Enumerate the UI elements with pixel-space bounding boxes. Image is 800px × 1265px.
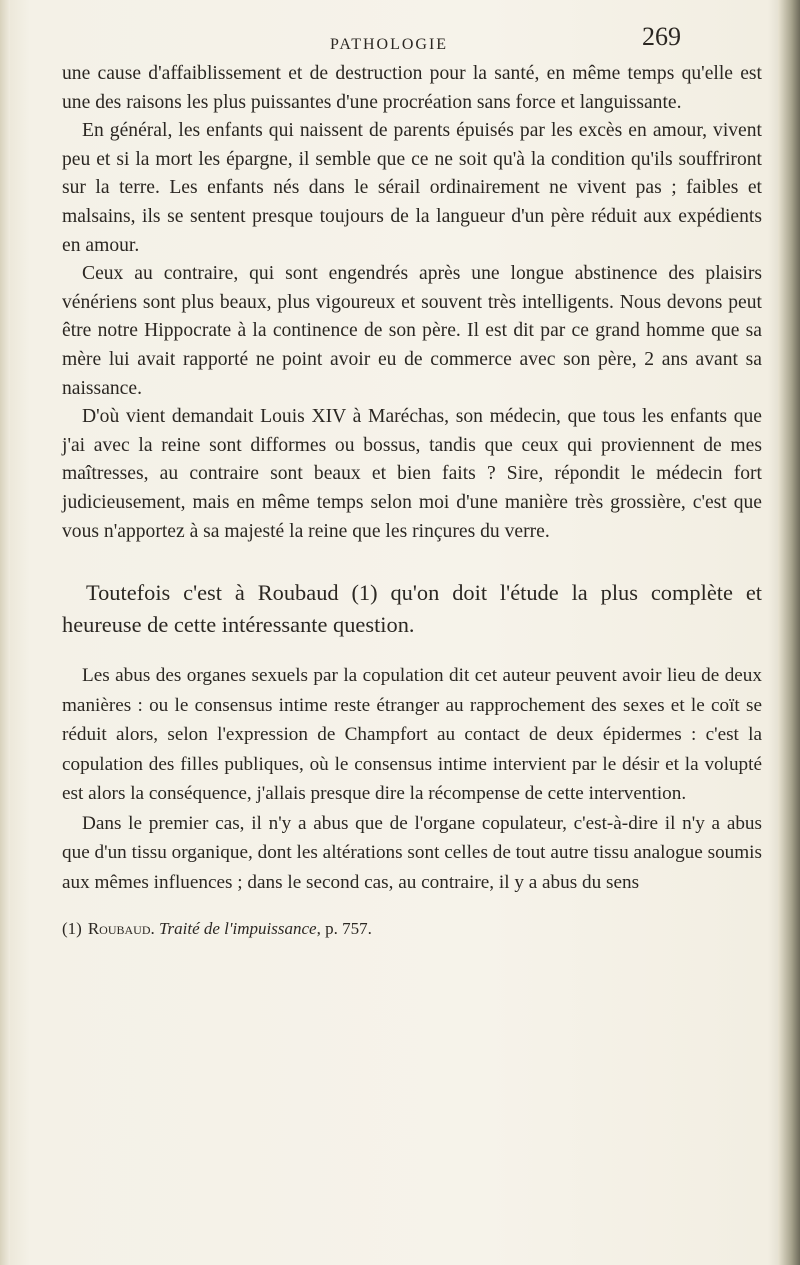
footnote-marker: (1) xyxy=(62,919,82,939)
paragraph: Ceux au contraire, qui sont engendrés après une longue abstinence des plaisirs vénériens sont plus beaux, plus vigoureux et souvent très intelligents. Nous devons peut être notre Hippocrate à la continence de son père. Il est dit par ce grand homme que sa mère lui avait rapporté ne point avoir eu de commerce avec son père, 2 ans avant sa naissance. xyxy=(62,263,762,399)
paragraph: Les abus des organes sexuels par la copulation dit cet auteur peuvent avoir lieu de deux manières : ou le consensus intime reste étranger au rapprochement des sexes et le coït se réduit alors, selon l'expression de Champfort au contact de deux épidermes : c'est la copulation des filles publiques, où le consensus intime intervient par le désir et la volupté est alors la conséquence, j'allais presque dire la récompense de cette intervention. xyxy=(62,665,762,805)
page-left-edge xyxy=(0,0,10,1265)
paragraph: D'où vient demandait Louis XIV à Maréchas, son médecin, que tous les enfants que j'ai avec la reine sont difformes ou bossus, tandis que ceux qui proviennent de mes maîtresses, au contraire sont beaux et bien faits ? Sire, répondit le médecin fort judicieusement, mais en même temps selon moi d'une manière très grossière, c'est que vous n'apportez à sa majesté la reine que les rinçures du verre. xyxy=(62,406,762,542)
footnote-page: , p. 757. xyxy=(316,919,372,939)
running-head: PATHOLOGIE xyxy=(330,36,449,53)
page-right-edge xyxy=(778,0,800,1265)
footnote-author: Roubaud. xyxy=(87,919,155,939)
text-block-1 xyxy=(62,60,762,546)
text-block-2 xyxy=(62,661,762,897)
lead-paragraph: Toutefois c'est à Roubaud (1) qu'on doit l'étude la plus complète et heureuse de cette intéressante question. xyxy=(62,580,762,638)
page-number: 269 xyxy=(642,22,681,51)
paragraph: une cause d'affaiblissement et de destruction pour la santé, en même temps qu'elle est une des raisons les plus puissantes d'une procréation sans force et languissante. xyxy=(62,63,762,113)
page-header xyxy=(0,22,780,62)
paragraph: Dans le premier cas, il n'y a abus que de l'organe copulateur, c'est-à-dire il n'y a abus que d'un tissu organique, dont les altérations sont celles de tout autre tissu analogue soumis aux mêmes influences ; dans le second cas, au contraire, il y a abus du sens xyxy=(62,812,762,893)
footnote-title: Traité de l'impuissance xyxy=(159,919,317,939)
footnote xyxy=(62,917,762,941)
paragraph: En général, les enfants qui naissent de parents épuisés par les excès en amour, vivent peu et si la mort les épargne, il semble que ce ne soit qu'à la condition qu'ils souffriront sur la terre. Les enfants nés dans le sérail ordinairement ne vivent pas ; faibles et malsains, ils se sentent presque toujours de la langueur d'un père réduit aux expédients en amour. xyxy=(62,120,762,256)
body-text xyxy=(62,60,762,941)
